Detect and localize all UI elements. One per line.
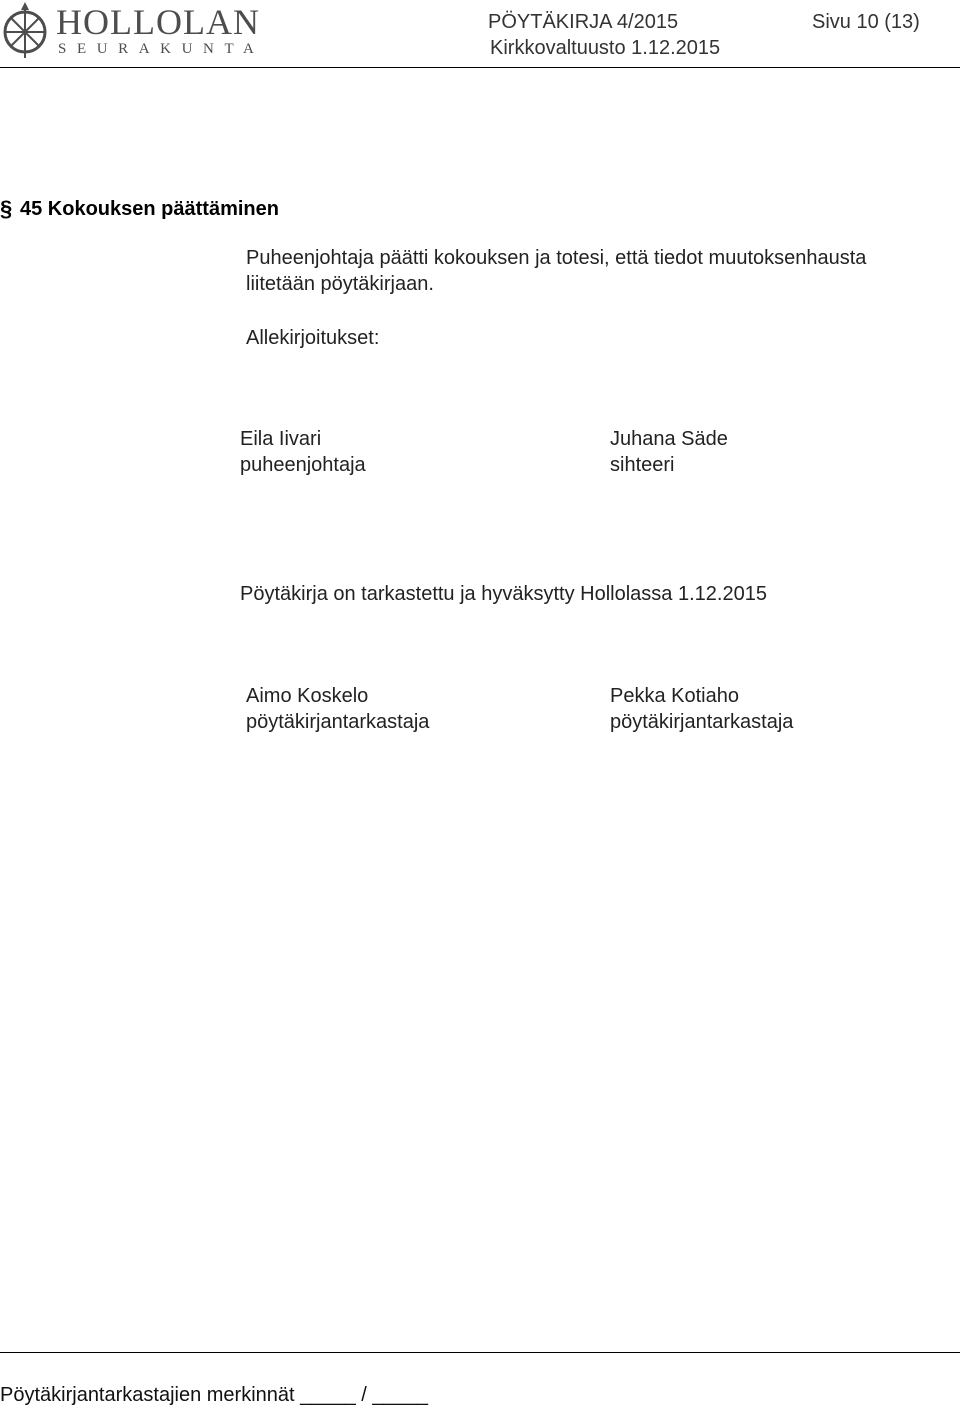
signatures-label: Allekirjoitukset: — [246, 327, 380, 349]
footer-initials-line: Pöytäkirjantarkastajien merkinnät _____ / _____ — [0, 1384, 429, 1406]
signature-name: Eila Iivari — [240, 428, 322, 450]
signature-inspector-1 — [246, 683, 429, 735]
meeting-info: Kirkkovaltuusto 1.12.2015 — [490, 37, 721, 59]
signature-inspector-2 — [610, 683, 793, 735]
signature-name: Juhana Säde — [610, 428, 728, 450]
signature-role: puheenjohtaja — [240, 454, 366, 476]
parish-emblem-icon — [2, 2, 48, 58]
header-divider — [0, 67, 960, 68]
paragraph-line-2: liitetään pöytäkirjaan. — [246, 273, 434, 295]
footer-divider — [0, 1352, 960, 1353]
paragraph-line-1: Puheenjohtaja päätti kokouksen ja totesi, että tiedot muutoksenhausta — [246, 247, 867, 269]
section-sign: § — [0, 196, 13, 221]
document-title: PÖYTÄKIRJA 4/2015 — [488, 11, 679, 33]
logo-name: HOLLOLAN — [56, 2, 260, 42]
signature-role: pöytäkirjantarkastaja — [246, 711, 430, 733]
logo-subtitle: SEURAKUNTA — [58, 41, 265, 57]
section-paragraph — [246, 245, 866, 297]
signature-role: pöytäkirjantarkastaja — [610, 711, 794, 733]
signature-name: Aimo Koskelo — [246, 685, 369, 707]
signature-chairperson — [240, 426, 366, 478]
page-number: Sivu 10 (13) — [812, 11, 920, 33]
parish-logo — [0, 0, 280, 62]
verification-note: Pöytäkirja on tarkastettu ja hyväksytty Hollolassa 1.12.2015 — [240, 583, 767, 605]
signature-name: Pekka Kotiaho — [610, 685, 739, 707]
signature-role: sihteeri — [610, 454, 675, 476]
section-title: 45 Kokouksen päättäminen — [20, 198, 279, 220]
signature-secretary — [610, 426, 728, 478]
